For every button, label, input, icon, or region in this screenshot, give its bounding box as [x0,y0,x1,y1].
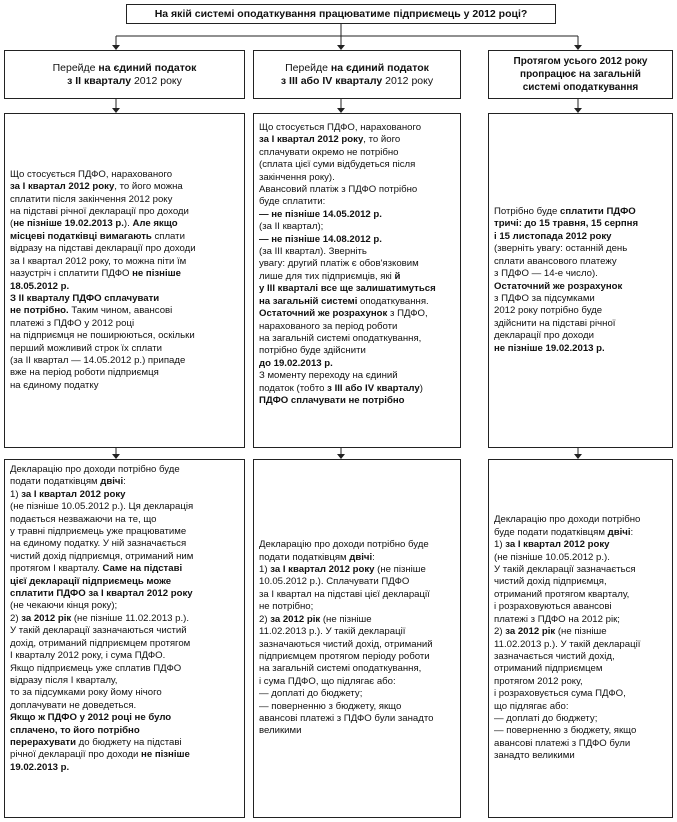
col3-pdfo-line [494,305,668,317]
col2-pdfo-line [259,172,456,184]
col3-decl-line [494,552,668,564]
text-run: буде подати податківцям [494,526,608,538]
text-run: назустріч і сплатити ПДФО [10,268,133,280]
text-run: до бюджету на підставі [76,736,182,748]
col1-decl-line [10,563,240,575]
text-run: платежі з ПДФО на 2012 рік; [494,613,620,625]
col3-decl-line [494,614,668,626]
col1-decl-line [10,600,240,612]
text-run: — не пізніше 14.08.2012 р. [259,233,382,245]
col1-decl-line [10,638,240,650]
declaration-box-col3 [488,459,673,818]
text-run: Саме на підставі [102,563,183,575]
col2-pdfo-line [259,134,456,146]
text-run: Остаточний же розрахунок [494,280,623,292]
text-run: на єдиному податку [10,379,99,391]
text-run: річної декларації про доходи [10,749,142,761]
text-run: I кварталу 2012 року, і сума ПДФО. [10,650,166,662]
col2-decl-line [259,576,456,588]
col2-pdfo-line [259,221,456,233]
text-run: за 2012 рік [270,613,321,625]
text-run: подати податківцям [259,551,350,563]
col3-decl-line [494,589,668,601]
col1-decl-line [10,663,240,675]
text-run: (не пізніше 10.05.2012 р.). Ця декларація [10,501,194,513]
col3-decl-line [494,514,668,526]
col3-pdfo-line [494,318,668,330]
col3-decl-line [494,639,668,651]
col1-decl-line [10,625,240,637]
text-run: не потрібно; [259,601,314,613]
col3-decl-line [494,626,668,638]
header-col2 [253,50,461,99]
text-run: на загальній системі оподаткування, [259,663,422,675]
text-run: (за II квартал); [259,221,324,233]
question-title [126,4,556,24]
text-run: на підставі річної декларації про доходи [10,206,189,218]
text-run: 18.05.2012 р. [10,280,70,292]
col1-pdfo-line [10,181,240,193]
col1-decl-line [10,700,240,712]
text-run: з ПДФО, [387,308,428,320]
col2-decl-line [259,651,456,663]
col1-pdfo-line [10,318,240,330]
text-run: за 2012 рік [21,612,72,624]
col3-pdfo-line [494,281,668,293]
text-run: Якщо підприємець уже сплатив ПДФО [10,662,182,674]
col1-pdfo-line [10,355,240,367]
col1-decl-line [10,725,240,737]
text-run: увагу: другий платіж є обов'язковим [259,258,419,270]
col2-decl-line [259,688,456,700]
text-run: й [394,270,401,282]
text-run: подати податківцям [10,476,101,488]
text-run: на підприємця не поширюються, оскільки [10,330,195,342]
text-run: 10.05.2012 р.). Сплачувати ПДФО [259,576,410,588]
col2-decl-line [259,713,456,725]
col1-decl-line [10,749,240,761]
text-run: не потрібно. [10,305,69,317]
text-run: занадто великими [494,750,575,762]
col1-decl-line [10,613,240,625]
text-run: платежі з ПДФО у 2012 році [10,317,135,329]
text-run: то за підсумками року йому нічого [10,687,162,699]
col2-pdfo-line [259,395,456,407]
text-run: : [372,551,375,563]
col1-pdfo-line [10,194,240,206]
text-run: Авансовий платіж з ПДФО потрібно [259,184,418,196]
col1-decl-line [10,538,240,550]
text-run: місцеві податківці вимагають [10,230,152,242]
text-run: ) [419,382,423,394]
col1-pdfo-line [10,256,240,268]
text-run: 2) [10,612,22,624]
text-run: і сума ПДФО, що підлягає або: [259,675,396,687]
text-run: (за III квартал). Зверніть [259,246,367,258]
col1-decl-line [10,588,240,600]
text-run: з ПДФО — 14-е число). [494,268,598,280]
declaration-box-col1 [4,459,245,818]
text-run: (не пізніше [555,626,607,638]
text-run: З II кварталу ПДФО сплачувати [10,292,160,304]
col2-decl-line [259,552,456,564]
text-run: цієї декларації підприємець може [10,575,172,587]
col1-pdfo-line [10,281,240,293]
text-run: Що стосується ПДФО, нарахованого [259,122,422,133]
text-run: у III кварталі все ще залишатимуться [259,283,436,295]
col1-pdfo-line [10,343,240,355]
text-run: закінчення року). [259,171,335,183]
col3-decl-line [494,564,668,576]
col3-pdfo-line [494,330,668,342]
col3-decl-line [494,601,668,613]
header-col3-text: Протягом усього 2012 року пропрацює на загальній системі оподаткування [513,56,648,93]
text-run: подається незважаючи на те, що [10,513,157,525]
col1-decl-line [10,464,240,476]
text-run: за I квартал 2012 року, то можна піти їм [10,255,187,267]
text-run: не пізніше 19.02.2013 р. [13,218,124,230]
col1-decl-line [10,501,240,513]
text-run: (зверніть увагу: останній день [494,243,628,255]
text-run: (не чекаючи кінця року); [10,600,118,612]
col1-decl-line [10,650,240,662]
text-run: за I квартал 2012 року [259,134,364,146]
text-run: У такій декларації зазначаються чистий [10,625,187,637]
text-run: Що стосується ПДФО, нарахованого [10,168,173,180]
pdfo-box-col2 [253,113,461,448]
text-run: 11.02.2013 р.). У такій декларації [259,626,406,638]
col1-pdfo-line [10,330,240,342]
col2-decl-line [259,564,456,576]
text-run: не пізніше [141,749,190,761]
text-run: і розраховуються авансові [494,601,612,613]
text-run: Якщо ж ПДФО у 2012 році не було [10,712,172,724]
text-run: У такій декларації зазначається [494,564,636,576]
col2-decl-line [259,725,456,737]
text-run: відразу після I кварталу, [10,674,118,686]
col2-pdfo-line [259,246,456,258]
text-run: у травні підприємець уже працюватиме [10,526,187,538]
text-run: і 15 листопада 2012 року [494,230,612,242]
text-run: за I квартал 2012 року [10,181,115,193]
col2-pdfo-line [259,122,456,134]
col3-decl-line [494,750,668,762]
col3-decl-line [494,651,668,663]
text-run: 1) [494,539,506,551]
text-run: з ПДФО за підсумками [494,292,595,304]
text-run: 11.02.2013 р.). У такій декларації [494,638,641,650]
col1-decl-line [10,514,240,526]
text-run: що підлягає або: [494,700,569,712]
text-run: (не пізніше [374,564,426,576]
text-run: — доплаті до бюджету; [259,688,363,700]
header-col1 [4,50,245,99]
col3-pdfo-line [494,268,668,280]
col2-pdfo-line [259,159,456,171]
text-run: за I квартал 2012 року [505,539,610,551]
col2-decl-line [259,701,456,713]
text-run: двічі [349,551,373,563]
col3-decl-line [494,688,668,700]
col3-pdfo-line [494,243,668,255]
col2-decl-line [259,663,456,675]
text-run: авансові платежі з ПДФО були занадто [259,712,434,724]
text-run: декларації про доходи [494,330,594,342]
col1-decl-line [10,489,240,501]
text-run: здійснити на підставі річної [494,317,616,329]
text-run: , то його [363,134,401,146]
text-run: протягом 2012 року, [494,675,583,687]
text-run: сплати [151,230,185,242]
col3-decl-line [494,539,668,551]
text-run: (за II квартал — 14.05.2012 р.) припаде [10,354,186,366]
col2-pdfo-line [259,258,456,270]
text-run: — поверненню з бюджету, якщо [259,700,402,712]
col1-pdfo-line [10,206,240,218]
col2-pdfo-line [259,308,456,320]
col1-decl-line [10,712,240,724]
pdfo-box-col3 [488,113,673,448]
col2-decl-line [259,676,456,688]
text-run: і розраховується сума ПДФО, [494,688,626,700]
col3-pdfo-line [494,206,668,218]
text-run: 2012 року потрібно буде [494,305,603,317]
text-run: сплатити ПДФО [560,206,636,218]
text-run: двічі [607,526,631,538]
text-run: (сплата цієї суми відбудеться після [259,159,416,171]
text-run: 1) [10,488,22,500]
text-run: з III або IV кварталу [327,382,420,394]
col3-decl-line [494,713,668,725]
text-run: зазначаються чистий дохід, отриманий [259,638,433,650]
col1-pdfo-line [10,268,240,280]
col2-pdfo-line [259,283,456,295]
text-run: доплачувати не доведеться. [10,699,137,711]
col2-pdfo-line [259,345,456,357]
col3-decl-line [494,725,668,737]
col1-decl-line [10,687,240,699]
text-run: не пізніше 19.02.2013 р. [494,342,605,354]
col1-pdfo-line [10,169,240,181]
col2-pdfo-line [259,209,456,221]
header-col3 [488,50,673,99]
text-run: буде сплатити: [259,196,326,208]
text-run: за 2012 рік [505,626,556,638]
text-run: зазначається чистий дохід, [494,650,615,662]
text-run: Декларацію про доходи потрібно буде [259,539,429,551]
text-run: сплатити після закінчення 2012 року [10,193,173,205]
col2-decl-line [259,539,456,551]
text-run: великими [259,725,302,737]
text-run: (не пізніше 11.02.2013 р.). [71,612,190,624]
col1-pdfo-line [10,380,240,392]
col2-pdfo-line [259,147,456,159]
col1-decl-line [10,526,240,538]
col2-pdfo-line [259,370,456,382]
col3-decl-line [494,527,668,539]
text-run: ПДФО сплачувати не потрібно [259,394,405,406]
text-run: до 19.02.2013 р. [259,357,333,369]
text-run: 2) [259,613,271,625]
col2-pdfo-line [259,383,456,395]
col3-pdfo-line [494,343,668,355]
text-run: Декларацію про доходи потрібно буде [10,464,180,475]
col2-pdfo-line [259,321,456,333]
text-run: протягом I кварталу. [10,563,103,575]
text-run: (не пізніше [320,613,372,625]
text-run: чистий дохід підприємця, отриманий ним [10,550,194,562]
question-title-text: На якій системі оподаткування працюватиме підприємець у 2012 році? [154,8,528,20]
col2-decl-line [259,601,456,613]
text-run: оподаткування. [357,295,429,307]
col1-pdfo-line [10,367,240,379]
text-run: Декларацію про доходи потрібно [494,514,641,526]
col2-pdfo-line [259,196,456,208]
text-run: 19.02.2013 р. [10,761,70,773]
col3-pdfo-line [494,218,668,230]
col2-decl-line [259,626,456,638]
col1-pdfo-line [10,293,240,305]
col1-pdfo-line [10,305,240,317]
text-run: З моменту переходу на єдиний [259,370,398,382]
col1-decl-line [10,762,240,774]
text-run: авансові платежі з ПДФО були [494,737,631,749]
text-run: 1) [259,564,271,576]
text-run: сплачено, то його потрібно [10,724,140,736]
text-run: не пізніше [132,268,181,280]
text-run: отриманий підприємцем [494,663,603,675]
col2-pdfo-line [259,333,456,345]
text-run: сплатити ПДФО за I квартал 2012 року [10,588,193,600]
col1-decl-line [10,576,240,588]
text-run: на єдиному податку. У ній зазначається [10,538,187,550]
text-run: перерахувати [10,736,77,748]
col3-decl-line [494,701,668,713]
text-run: : [630,526,634,538]
col1-decl-line [10,551,240,563]
col3-decl-line [494,676,668,688]
pdfo-box-col1 [4,113,245,448]
text-run: (не пізніше 10.05.2012 р.). [494,551,610,563]
text-run: дохід, отриманий підприємцем протягом [10,637,191,649]
text-run: податок (тобто [259,382,328,394]
col2-pdfo-line [259,184,456,196]
col3-decl-line [494,738,668,750]
text-run: нарахованого за період роботи [259,320,398,332]
text-run: — не пізніше 14.05.2012 р. [259,208,382,220]
col3-pdfo-line [494,231,668,243]
header-col1-text: Перейде на єдиний податок з II кварталу 2012 року [52,61,197,87]
text-run: за I квартал 2012 року [21,488,126,500]
col3-pdfo-line [494,293,668,305]
col2-pdfo-line [259,296,456,308]
text-run: двічі [100,476,124,488]
text-run: чистий дохід підприємця, [494,576,607,588]
col3-decl-line [494,663,668,675]
col2-pdfo-line [259,271,456,283]
text-run: перший можливий строк їх сплати [10,342,162,354]
text-run: підприємцем протягом періоду роботи [259,650,430,662]
text-run: 2) [494,626,506,638]
col1-pdfo-line [10,243,240,255]
text-run: тричі: до 15 травня, 15 серпня [494,218,639,230]
text-run: за I квартал 2012 року [270,564,375,576]
text-run: ). [123,218,133,230]
col2-decl-line [259,639,456,651]
col1-pdfo-line [10,231,240,243]
text-run: — поверненню з бюджету, якщо [494,725,637,737]
header-col2-text: Перейде на єдиний податок з III або IV кварталу 2012 року [280,61,434,87]
text-run: сплати авансового платежу [494,255,617,267]
text-run: Але якщо [132,218,178,230]
col1-decl-line [10,476,240,488]
text-run: отриманий протягом кварталу, [494,588,630,600]
col2-decl-line [259,589,456,601]
text-run: сплачувати окремо не потрібно [259,146,399,158]
text-run: Таким чином, авансові [68,305,173,317]
col1-decl-line [10,675,240,687]
text-run: за I квартал на підставі цієї декларації [259,588,430,600]
declaration-box-col2 [253,459,461,818]
col2-pdfo-line [259,234,456,246]
text-run: відразу на підставі декларації про доходи [10,243,196,255]
text-run: лише для тих підприємців, які [259,270,395,282]
text-run: Потрібно буде [494,206,561,218]
text-run: на загальній системі [259,295,358,307]
col2-pdfo-line [259,358,456,370]
text-run: : [123,476,126,488]
text-run: вже на період роботи підприємця [10,367,159,379]
text-run: на загальній системі оподаткування, [259,332,422,344]
col1-pdfo-line [10,218,240,230]
text-run: Остаточний же розрахунок [259,308,388,320]
text-run: , то його можна [114,181,183,193]
col1-decl-line [10,737,240,749]
text-run: ( [10,218,14,230]
col2-decl-line [259,614,456,626]
col3-decl-line [494,576,668,588]
col3-pdfo-line [494,256,668,268]
text-run: — доплаті до бюджету; [494,712,598,724]
text-run: потрібно буде здійснити [259,345,366,357]
